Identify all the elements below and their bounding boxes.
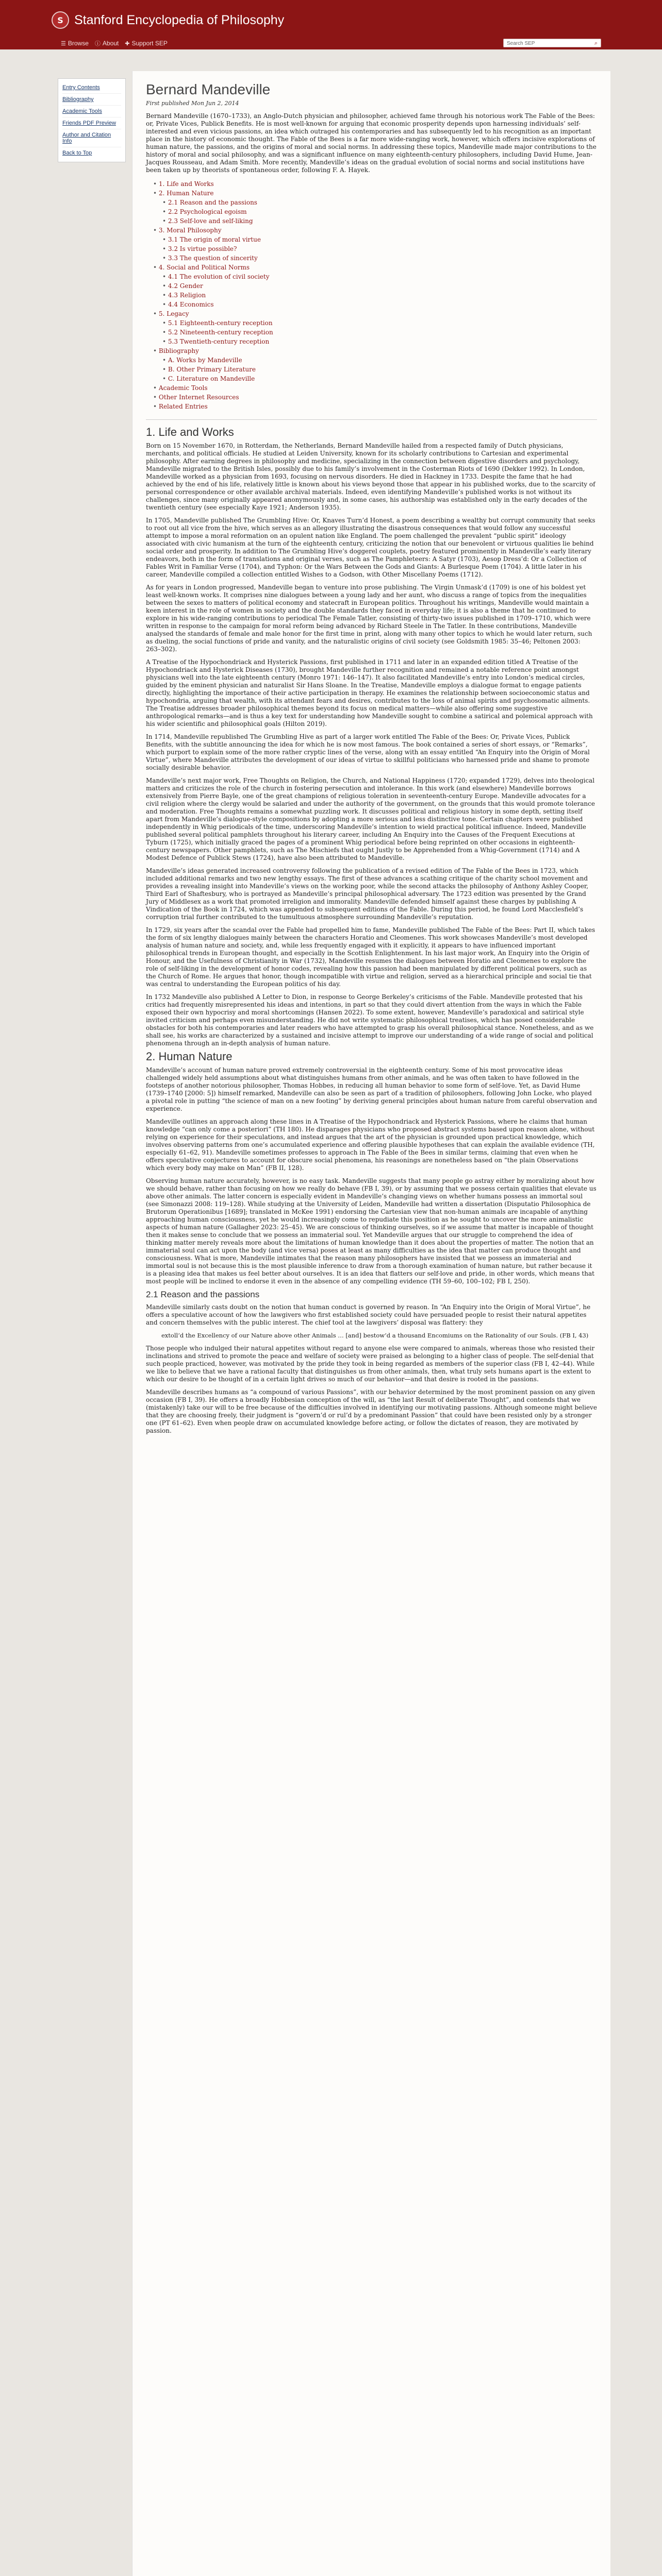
search-input[interactable]: Search SEP — [503, 39, 601, 47]
toc-sublink[interactable]: B. Other Primary Literature — [168, 366, 256, 373]
section-human-nature — [146, 1066, 597, 1285]
paragraph: As for years in London progressed, Mandeville began to venture into prose publishing. The Virgin Unmask’d (1709) is one of his boldest yet least well-known works. It comprises nine dialogues between a young lady and her aunt, who discuss a range of topics from the inequalities between the sexes to matters of political economy and statecraft in European politics. Throughout his writings, Mandeville would maintain a keen interest in the role of women in society and the double standards they faced in everyday life; it is also a theme that he continued to explore in his wide-ranging contributions to periodical The Female Tatler, consisting of thirty-two issues published in 1709–1710, which were written in response to the campaign for moral reform being advanced by Richard Steele in The Tatler. In these contributions, Mandeville analysed the standards of female and male honor for the first time in print, along with many other topics to which he would later return, such as dueling, the social functions of pride and vanity, and the naturalistic origins of civil society (see Goldsmith 1985: 35–46; Peltonen 2003: 263–302). — [146, 584, 592, 653]
site-title[interactable]: Stanford Encyclopedia of Philosophy — [74, 12, 285, 27]
toc-link[interactable]: 5. Legacy — [158, 310, 189, 317]
toc-item — [153, 179, 597, 189]
toc-sublink[interactable]: 3.1 The origin of moral virtue — [168, 236, 261, 243]
toc-subitem — [162, 300, 597, 309]
main-content — [132, 71, 610, 2576]
sep-seal-icon: S — [52, 11, 69, 29]
paragraph: In 1705, Mandeville published The Grumbling Hive: Or, Knaves Turn’d Honest, a poem describing a wealthy but corrupt community that seeks to root out all vice from the hive, which serves as an allegory illustrating the disastrous consequences that would follow any successful attempt to impose a moral reformation on an opulent nation like England. The poem challenged the prevalent “public spirit” ideology associated with civic humanism at the turn of the eighteenth century, criticizing the notion that our benevolent or virtuous qualities lie behind social order and prosperity. In addition to The Grumbling Hive’s doggerel couplets, poetry featured prominently in Mandeville’s early literary endeavors, both in the form of translations and original verses, such as The Pamphleteers: A Satyr (1703), Aesop Dress’d: Or a Collection of Fables Writ in Familiar Verse (1704), and Typhon: Or the Wars Between the Gods and Giants: A Burlesque Poem (1704). A little later in his career, Mandeville compiled a collection entitled Wishes to a Godson, with Other Miscellany Poems (1712). — [146, 517, 595, 578]
site-logo[interactable] — [52, 11, 284, 29]
paragraph: Born on 15 November 1670, in Rotterdam, the Netherlands, Bernard Mandeville hailed from a respected family of Dutch physicians, merchants, and political officials. He studied at Leiden University, known for its scholarly contributions to Cartesian and experimental philosophy. After earning degrees in philosophy and medicine, specializing in the connection between digestive disorders and psychology, Mandeville migrated to the British Isles, possibly due to his family’s involvement in the Costerman Riots of 1690 (Dekker 1992). In London, Mandeville worked as a physician from 1693, focusing on nervous disorders. He died in Hackney in 1733. Despite the fame that he had achieved by the end of his life, relatively little is known about his views beyond those that appear in his published works, due to the scarcity of personal correspondence or other available archival materials. Indeed, even identifying Mandeville’s published works is not without its challenges, since many originally appeared anonymously and, in some cases, his authorship was established only in the early decades of the twentieth century (see especially Kaye 1921; Anderson 1935). — [146, 442, 595, 511]
sidebar-item-pdf-preview[interactable]: Friends PDF Preview — [62, 117, 121, 129]
toc-sublink[interactable]: A. Works by Mandeville — [168, 357, 242, 364]
paragraph: Mandeville similarly casts doubt on the notion that human conduct is governed by reason. In “An Enquiry into the Origin of Moral Virtue”, he offers a speculative account of how the lawgivers who first established society could have persuaded people to resist their natural appetites and concern themselves with the public interest. The chief tool at the lawgivers’ disposal was flattery: they — [146, 1303, 591, 1326]
top-navbar — [0, 37, 662, 49]
toc-subitem — [162, 328, 597, 337]
block-quote: extoll’d the Excellency of our Nature above other Animals … [and] bestow’d a thousand Encomiums on the Rationality of our Souls. (FB I, 43) — [161, 1332, 589, 1339]
nav-support-label: Support SEP — [131, 40, 168, 47]
toc-item — [153, 226, 597, 263]
section-heading-human-nature: 2. Human Nature — [146, 1050, 233, 1063]
toc-subitem — [162, 216, 597, 226]
toc-item — [153, 402, 597, 411]
nav-browse-label: Browse — [68, 40, 89, 47]
support-icon: ✚ — [125, 40, 130, 47]
toc-link[interactable]: Other Internet Resources — [158, 394, 239, 401]
toc-subitem — [162, 318, 597, 328]
toc-item — [153, 263, 597, 309]
paragraph: A Treatise of the Hypochondriack and Hysterick Passions, first published in 1711 and later in an expanded edition titled A Treatise of the Hypochondriack and Hysterick Diseases (1730), brought Mandeville further recognition and remained a notable reference point amongst physicians well into the late eighteenth century (Monro 1971: 146–147). It also facilitated Mandeville’s entry into London’s medical circles, guided by the eminent physician and naturalist Sir Hans Sloane. In the Treatise, Mandeville employs a dialogue format to engage patients directly, highlighting the importance of their active participation in therapy. He examines the relationship between socioeconomic status and hypochondria, arguing that wealth, with its attendant fears and desires, contributes to the loss of animal spirits and psychosomatic ailments. The Treatise addresses broader philosophical themes beyond its focus on medical matters—while also offering some suggestive anthropological remarks—and is thus a key text for understanding how Mandeville sought to combine a satirical and polemical approach with his wider scientific and philosophical goals (Hilton 2019). — [146, 658, 593, 727]
toc-sublink[interactable]: 4.1 The evolution of civil society — [168, 273, 270, 280]
toc-sublink[interactable]: 5.3 Twentieth-century reception — [168, 338, 270, 345]
paragraph: In 1732 Mandeville also published A Letter to Dion, in response to George Berkeley’s criticisms of the Fable. Mandeville protested that his critics had frequently misrepresented his ideas and intentions, in part so that they could divert attention from the ways in which the Fable exposed their own hypocrisy and moral shortcomings (Hansen 2022). To some extent, however, Mandeville’s paradoxical and satirical style invited criticism and perhaps even misunderstanding. He did not write systematic philosophical treatises, which has posed considerable obstacles for both his contemporaries and later readers who have attempted to grasp his overall philosophical stance. Nonetheless, and as we shall see, his works are characterized by a sustained and incisive attempt to improve our understanding of a wide range of social and political phenomena through an in-depth analysis of human nature. — [146, 993, 594, 1047]
browse-icon: ☰ — [61, 40, 66, 47]
toc-link[interactable]: 4. Social and Political Norms — [158, 264, 250, 271]
toc-sublink[interactable]: 2.3 Self-love and self-liking — [168, 217, 253, 225]
nav-support[interactable] — [125, 40, 168, 47]
sidebar — [52, 71, 132, 2576]
toc-link[interactable]: Academic Tools — [158, 384, 208, 392]
site-header — [0, 0, 662, 49]
publication-info: First published Mon Jun 2, 2014 — [146, 100, 239, 107]
subsection-heading-reason-passions: 2.1 Reason and the passions — [146, 1290, 260, 1299]
nav-browse[interactable] — [61, 40, 89, 47]
toc-link[interactable]: 3. Moral Philosophy — [158, 227, 222, 234]
toc-subitem — [162, 355, 597, 365]
toc-item — [153, 393, 597, 402]
toc-item — [153, 189, 597, 226]
page-body — [52, 71, 610, 2576]
toc-item — [153, 346, 597, 383]
paragraph: In 1729, six years after the scandal over the Fable had propelled him to fame, Mandeville published The Fable of the Bees: Part II, which takes the form of six lengthy dialogues mainly between the characters Horatio and Cleomenes. This work showcases Mandeville’s most developed analysis of human nature and society, and, while less frequently engaged with it explicitly, it appears to have influenced important philosophical trends in European thought, and especially in the Scottish Enlightenment. In his last major work, An Enquiry into the Origin of Honour, and the Usefulness of Christianity in War (1732), Mandeville resumes the dialogues between Horatio and Cleomenes to explore the role of self-liking in the development of honor codes, revealing how this passion had been manipulated by different political powers, such as the Church of Rome. He argues that honor, though incompatible with virtue and religion, served as a hierarchical principle and social tie that was central to understanding the European politics of his day. — [146, 926, 595, 988]
toc-link[interactable]: 2. Human Nature — [158, 190, 214, 197]
toc-subitem — [162, 281, 597, 291]
info-icon: ⓘ — [94, 41, 101, 47]
toc-sublink[interactable]: C. Literature on Mandeville — [168, 375, 255, 382]
paragraph: Observing human nature accurately, however, is no easy task. Mandeville suggests that many people go astray either by moralizing about how we should behave, rather than focusing on how we really do behave (FB I, 39), or by assuming that we possess certain qualities that elevate us above other animals. The latter concern is especially evident in Mandeville’s changing views on whether humans possess an immortal soul (see Simonazzi 2008: 119–128). While studying at the University of Leiden, Mandeville had written a dissertation (Disputatio Philosophica de Brutorum Operationibus [1689]; translated in McKee 1991) endorsing the Cartesian view that non-human animals are incapable of anything approaching human consciousness, yet he would increasingly come to repudiate this position as he sought to uncover the more animalistic aspects of human nature (Gallagher 2023: 25–45). We are conscious of thinking ourselves, so if we assume that matter is incapable of thought then it makes sense to conclude that we possess an immaterial soul. Yet Mandeville argues that our struggle to comprehend the idea of thinking matter merely reveals more about the limitations of human knowledge than it does about the properties of matter. The notion that an immaterial soul can act upon the body (and vice versa) poses at least as many difficulties as the idea that matter can produce thought and consciousness. What is more, Mandeville intimates that the reason many philosophers have insisted that we possess an immaterial and immortal soul is not because this is the most plausible inference to draw from a thorough examination of human nature, but rather because it is a pleasing idea that makes us feel better about ourselves. It is an idea that flatters our self-love and pride, in other words, which means that most people will be inclined to endorse it even in the absence of any compelling evidence (TH 59–60, 100–102; FB I, 250). — [146, 1177, 597, 1285]
toc-item — [153, 309, 597, 346]
nav-about-label: About — [102, 40, 119, 47]
paragraph: Mandeville’s next major work, Free Thoughts on Religion, the Church, and National Happiness (1720; expanded 1729), delves into theological matters and criticizes the role of the church in fostering persecution and intolerance. In this work (and elsewhere) Mandeville borrows extensively from Pierre Bayle, one of the great champions of religious toleration in seventeenth-century Europe. Mandeville advocates for a civil religion where the clergy would be salaried and under the authority of the government, on the grounds that this would promote tolerance and moderation. Free Thoughts remains a somewhat puzzling work. It discusses political and religious history in some depth, setting itself apart from Mandeville’s dialogue-style compositions by adopting a more serious and less distinctive tone. Certain chapters were published independently in Whig periodicals of the time, underscoring Mandeville’s intention to wield practical political influence. Indeed, Mandeville published several political pamphlets throughout his literary career, including An Enquiry into the Causes of the Frequent Executions at Tyburn (1725), which initially graced the pages of a prominent Whig periodical before being reprinted on other occasions in eighteenth-century newspapers. Other pamphlets, such as The Mischiefs that ought Justly to be Apprehended from a Whig-Government (1714) and A Modest Defence of Publick Stews (1724), have also been attributed to Mandeville. — [146, 777, 595, 861]
toc-subitem — [162, 374, 597, 383]
sidebar-item-author-citation[interactable]: Author and Citation Info — [62, 129, 121, 147]
toc-subitem — [162, 253, 597, 263]
toc-sublink[interactable]: 4.3 Religion — [168, 292, 206, 299]
nav-about[interactable] — [95, 39, 119, 47]
toc-item — [153, 383, 597, 393]
sidebar-item-academic-tools[interactable]: Academic Tools — [62, 106, 121, 117]
toc-sublink[interactable]: 3.3 The question of sincerity — [168, 255, 258, 262]
entry-title: Bernard Mandeville — [146, 81, 271, 97]
section-life-and-works — [146, 442, 597, 1047]
sidebar-item-entry-contents[interactable]: Entry Contents — [62, 82, 121, 94]
paragraph: Mandeville’s ideas generated increased controversy following the publication of a revised edition of The Fable of the Bees in 1723, which included additional remarks and two new lengthy essays. The first of these advances a scathing critique of the charity school movement and provides a revealing insight into Mandeville’s views on the working poor, while the second attacks the philosophy of Anthony Ashley Cooper, Third Earl of Shaftesbury, who is portrayed as Mandeville’s principal philosophical adversary. The 1723 edition was presented by the Grand Jury of Middlesex as a work that promoted irreligion and immorality. Mandeville defended himself against these charges by publishing A Vindication of the Book in 1724, which was appended to subsequent editions of the Fable. During this period, he found Lord Macclesfield’s corruption trial further contributed to the tumultuous atmosphere surrounding Mandeville’s reputation. — [146, 867, 589, 921]
paragraph: Mandeville outlines an approach along these lines in A Treatise of the Hypochondriack and Hysterick Passions, where he claims that human knowledge “can only come a posteriori” (TH 180). He disparages physicians who proposed abstract systems based upon reason alone, without relying on experience for their speculations, and instead argues that the art of the physician is grounded upon practical knowledge, which involves observing patterns from one’s accumulated experience and offering plausible hypotheses that can explain the available evidence (TH, especially 61–62, 91). Mandeville sometimes professes to approach in The Fable of the Bees in similar terms, claiming that even when he offers speculative conjectures to account for obscure social phenomena, his reasonings are nonetheless based on “the plain Observations which every body may make on Man” (FB II, 128). — [146, 1118, 595, 1172]
search-icon[interactable]: ⌕ — [594, 40, 598, 46]
paragraph: Those people who indulged their natural appetites without regard to anyone else were compared to animals, whereas those who resisted their inclinations and strived to promote the peace and welfare of society were praised as belonging to a higher class of people. The self-denial that such people practiced, however, was motivated by the pride they took in being regarded as members of the superior class (FB I, 42–44). While we like to believe that we have a rational faculty that distinguishes us from other animals, then, what truly sets humans apart is the extent to which our desire to be thought of in a certain light drives so much of our behavior—and that desire is rooted in the passions. — [146, 1345, 595, 1383]
paragraph: Mandeville describes humans as “a compound of various Passions”, with our behavior determined by the most prominent passion on any given occasion (FB I, 39). He offers a broadly Hobbesian conception of the will, as “the last Result of deliberate Thought”, and contends that we (mistakenly) take our will to be free because of the difficulties involved in identifying our motivating passions. Although someone might believe that they are choosing freely, their judgment is “govern’d or rul’d by a predominant Passion” that could have been resisted only by a stronger one (PT 61–62). Even when people draw on accumulated knowledge before acting, or follow the dictates of reason, they are motivated by passion. — [146, 1388, 597, 1434]
section-heading-life-and-works: 1. Life and Works — [146, 426, 234, 438]
toc-sublink[interactable]: 5.2 Nineteenth-century reception — [168, 329, 273, 336]
sidebar-item-bibliography[interactable]: Bibliography — [62, 94, 121, 106]
toc-link[interactable]: Related Entries — [158, 403, 208, 410]
toc-sublink[interactable]: 4.4 Economics — [168, 301, 214, 308]
sidebar-item-back-to-top[interactable]: Back to Top — [62, 150, 92, 156]
toc-link[interactable]: 1. Life and Works — [158, 180, 214, 188]
toc-subitem — [162, 244, 597, 253]
paragraph: In 1714, Mandeville republished The Grumbling Hive as part of a larger work entitled The Fable of the Bees: Or, Private Vices, Publick Benefits, with the subtitle announcing the idea for which he is now most famous. The book contained a series of short essays, or “Remarks”, which purport to explain some of the more rather cryptic lines of the verse, along with an essay entitled “An Enquiry into the Origin of Moral Virtue”, where Mandeville attributes the development of our ideas of virtue to skillful politicians who harnessed pride and shame to promote socially desirable behavior. — [146, 733, 590, 771]
sidebar-box — [58, 78, 126, 162]
table-of-contents — [153, 179, 597, 411]
toc-subitem — [162, 198, 597, 207]
toc-subitem — [162, 291, 597, 300]
toc-subitem — [162, 207, 597, 216]
toc-sublink[interactable]: 2.1 Reason and the passions — [168, 199, 257, 206]
paragraph: Mandeville’s account of human nature proved extremely controversial in the eighteenth century. Some of his most provocative ideas challenged widely held assumptions about what distinguishes humans from other animals, and he was often taken to have followed in the footsteps of another notorious philosopher, Thomas Hobbes, in reducing all human behavior to some form of self-love. Yet, as David Hume (1739–1740 [2000: 5]) himself remarked, Mandeville can also be seen as part of a tradition of philosophers, following John Locke, who played a pivotal role in putting “the science of man on a new footing” by deriving general principles about human nature from careful observation and experience. — [146, 1066, 598, 1112]
toc-link[interactable]: Bibliography — [158, 347, 199, 354]
toc-subitem — [162, 337, 597, 346]
divider — [146, 419, 597, 420]
toc-sublink[interactable]: 2.2 Psychological egoism — [168, 208, 247, 215]
toc-sublink[interactable]: 4.2 Gender — [168, 282, 203, 290]
toc-subitem — [162, 235, 597, 244]
toc-sublink[interactable]: 5.1 Eighteenth-century reception — [168, 319, 273, 327]
toc-sublink[interactable]: 3.2 Is virtue possible? — [168, 245, 237, 252]
toc-subitem — [162, 272, 597, 281]
subsection-reason-passions-continued — [146, 1345, 597, 1435]
subsection-reason-passions — [146, 1303, 597, 1327]
preamble: Bernard Mandeville (1670–1733), an Anglo-Dutch physician and philosopher, achieved fame through his notorious work The Fable of the Bees: or, Private Vices, Publick Benefits. He is most well-known for arguing that economic prosperity depends upon harnessing individuals’ self-interested and even vicious passions, an idea which outraged his contemporaries and has subsequently led to his recognition as an important place in the history of economic thought. The Fable of the Bees is a far more wide-ranging work, however, which offers incisive explorations of human nature, the passions, and the origins of moral and social norms. In addressing these topics, Mandeville made major contributions to the history of moral and social philosophy, and was a significant influence on many eighteenth-century philosophers, including David Hume, Jean-Jacques Rousseau, and Adam Smith. More recently, Mandeville’s ideas on the gradual evolution of social norms and social institutions have been taken up by theorists of spontaneous order, following F. A. Hayek. — [146, 112, 597, 174]
toc-subitem — [162, 365, 597, 374]
